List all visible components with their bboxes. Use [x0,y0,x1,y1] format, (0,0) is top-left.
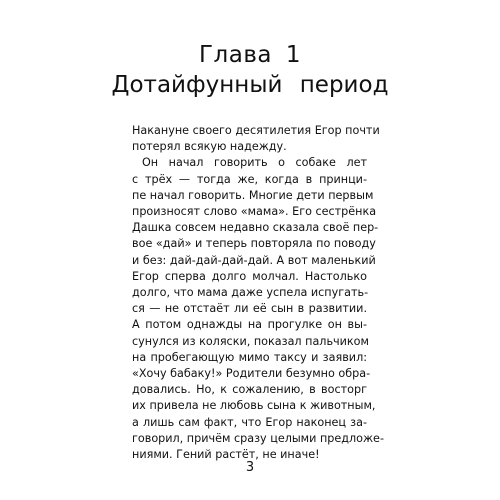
text-line: их привела не любовь сына к животным, [132,399,376,413]
paragraph-2 [132,155,384,463]
text-line: ниями. Гений растёт, не иначе! [132,448,320,462]
text-line: Он начал говорить о собаке лет [142,156,367,170]
chapter-body [132,123,384,463]
text-line: Дашка совсем недавно сказала своё пер- [132,221,379,235]
page-number: 3 [245,460,255,475]
chapter-title: Дотайфунный период [111,72,389,98]
text-line: а лишь сам факт, что Егор наконец за- [132,415,367,429]
text-line: сунулся из коляски, показал пальчиком [132,334,369,348]
text-line: долго, что мама даже успела испугать- [132,286,369,300]
text-line: ся — не отстаёт ли её сын в развитии. [132,302,367,316]
text-line: говорил, причём сразу целыми предложе- [132,431,384,445]
text-line: произносят слово «мама». Его сестрёнка [132,205,377,219]
text-line: с трёх — тогда же, когда в принци- [132,172,367,186]
text-line: Накануне своего десятилетия Егор почти [132,124,380,137]
text-line: пе начал говорить. Многие дети первым [132,188,374,202]
text-line: А потом однажды на прогулке он вы- [132,318,367,332]
text-line: «Хочу бабаку!» Родители безумно обра- [132,367,371,381]
text-line: потерял всякую надежду. [132,140,287,154]
text-line: и без: дай-дай-дай-дай. А вот маленький [132,253,376,267]
text-line: вое «дай» и теперь повторяла по поводу [132,237,376,251]
text-line: Егор сперва долго молчал. Настолько [132,269,367,283]
chapter-header [0,40,500,100]
chapter-number: Глава 1 [199,42,301,68]
text-line: на пробегающую мимо таксу и заявил: [132,350,367,364]
text-line: довались. Но, к сожалению, в восторг [132,383,367,397]
paragraph-1 [132,123,380,155]
